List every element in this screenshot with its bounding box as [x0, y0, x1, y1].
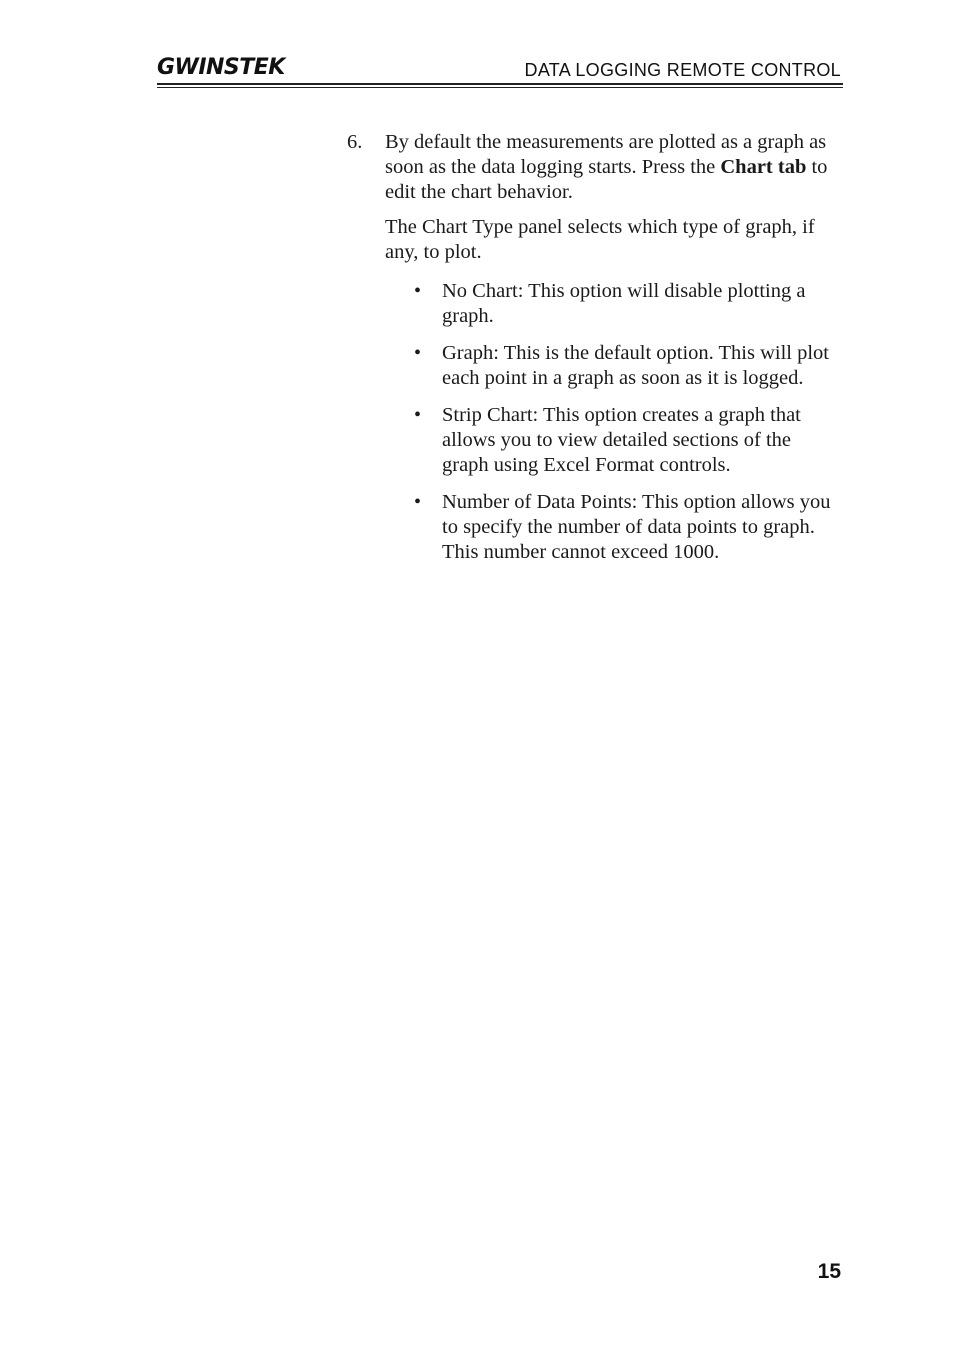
list-item-text: Number of Data Points: This option allows you to specify the number of data points to graph. This number cannot exceed 1000. — [442, 491, 831, 563]
header-rule-thick — [157, 83, 843, 85]
section-title: DATA LOGGING REMOTE CONTROL — [524, 60, 841, 80]
list-item-text: Graph: This is the default option. This will plot each point in a graph as soon as it is logged. — [442, 342, 830, 389]
para1-text-before: By default the measurements are plotted as a graph as soon as the data logging starts. Press the — [385, 131, 827, 178]
chart-tab-emphasis: Chart tab — [720, 156, 807, 178]
bullet-icon: • — [414, 342, 422, 364]
gwinstek-logo: GWINSTEK — [157, 55, 285, 80]
list-item — [414, 490, 837, 565]
page-number: 15 — [817, 1260, 841, 1283]
list-item-text: Strip Chart: This option creates a graph that allows you to view detailed sections of the graph using Excel Format controls. — [442, 404, 801, 476]
bullet-icon: • — [414, 280, 422, 302]
step-6 — [347, 130, 837, 565]
step-paragraph-2: The Chart Type panel selects which type of graph, if any, to plot. — [385, 216, 815, 263]
list-item — [414, 341, 837, 391]
list-item-text: No Chart: This option will disable plotting a graph. — [442, 280, 806, 327]
step-paragraph-1 — [385, 130, 837, 205]
bullet-icon: • — [414, 404, 422, 426]
bullet-icon: • — [414, 491, 422, 513]
list-item — [414, 403, 837, 478]
para1-text-after: to edit the chart behavior. — [385, 156, 828, 203]
header-rule-thin — [157, 87, 843, 88]
step-number: 6. — [347, 131, 363, 153]
page-content — [347, 130, 837, 577]
list-item — [414, 279, 837, 329]
page-header — [157, 56, 843, 90]
chart-type-list — [385, 279, 837, 565]
